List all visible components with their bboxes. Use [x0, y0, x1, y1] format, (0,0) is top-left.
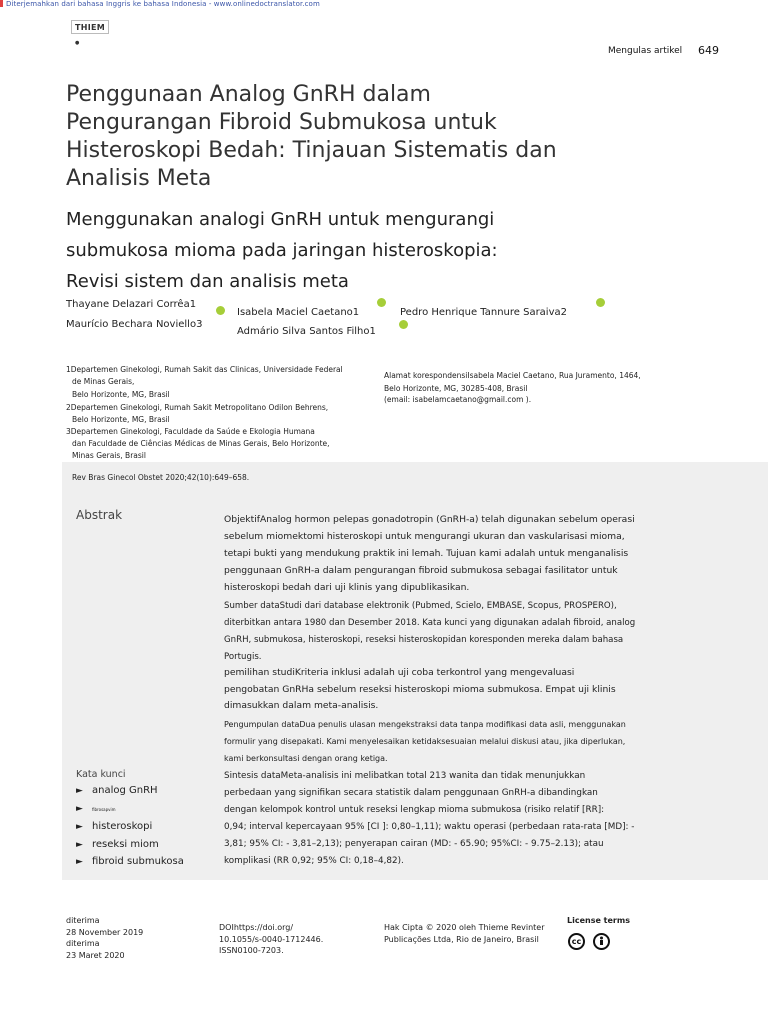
- orcid-icon[interactable]: [596, 298, 605, 307]
- article-title: Penggunaan Analog GnRH dalam Pengurangan Fibroid Submukosa untuk Histeroskopi Bedah: Tinjauan Sistematis dan Analisis Meta: [66, 82, 557, 191]
- banner-marker: [0, 0, 3, 7]
- affiliation-line: 2Departemen Ginekologi, Rumah Sakit Metropolitano Odilon Behrens,: [66, 403, 329, 412]
- attribution-icon[interactable]: [593, 933, 610, 950]
- affiliation-line: Belo Horizonte, MG, Brasil: [72, 415, 170, 424]
- correspondence-line: Belo Horizonte, MG, 30285-408, Brasil: [384, 384, 528, 393]
- keyword-item: ► reseksi miom: [76, 839, 159, 850]
- affiliation-line: Minas Gerais, Brasil: [72, 451, 146, 460]
- translation-banner[interactable]: Diterjemahkan dari bahasa Inggris ke bahasa Indonesia - www.onlinedoctranslator.com: [6, 0, 320, 8]
- author-5: Admário Silva Santos Filho1: [237, 326, 376, 337]
- received-info: diterima 28 November 2019 diterima 23 Maret 2020: [66, 916, 144, 960]
- orcid-icon[interactable]: [216, 306, 225, 315]
- page-number: 649: [698, 44, 719, 57]
- author-3: Pedro Henrique Tannure Saraiva2: [400, 307, 567, 318]
- author-2: Isabela Maciel Caetano1: [237, 307, 360, 318]
- abstract-data-sources: Sumber dataStudi dari database elektronik (Pubmed, Scielo, EMBASE, Scopus, PROSPERO), diterbitkan antara 1980 dan Desember 2018. Kata kunci yang digunakan adalah fibroid, analog GnRH, submukosa, histeroskopi, reseksi histeroskopidan koresponden mereka dalam bahasa Portugis.: [224, 601, 636, 662]
- keyword-item: ► fibrosapvim: [76, 804, 116, 814]
- affiliation-line: 3Departemen Ginekologi, Faculdade da Saúde e Ekologia Humana: [66, 427, 315, 436]
- abstract-heading: Abstrak: [76, 508, 123, 522]
- creative-commons-icon[interactable]: cc: [568, 933, 585, 950]
- orcid-icon[interactable]: [399, 320, 408, 329]
- orcid-icon[interactable]: [377, 298, 386, 307]
- copyright-info: Hak Cipta © 2020 oleh Thieme Revinter Publicações Ltda, Rio de Janeiro, Brasil: [384, 923, 545, 944]
- affiliation-line: 1Departemen Ginekologi, Rumah Sakit das Clinicas, Universidade Federal: [66, 365, 343, 374]
- correspondence-email[interactable]: (email: isabelamcaetano@gmail.com ).: [384, 395, 532, 404]
- article-subtitle: Menggunakan analogi GnRH untuk mengurangi submukosa mioma pada jaringan histeroskopia: Revisi sistem dan analisis meta: [66, 209, 498, 292]
- keyword-item: ► analog GnRH: [76, 785, 158, 796]
- abstract-data-collection: Pengumpulan dataDua penulis ulasan mengekstraksi data tanpa modifikasi data asli, menggunakan formulir yang disepakati. Kami menyelesaikan ketidaksesuaian melalui diskusi atau, jika diperlukan, kami berkonsultasi dengan orang ketiga.: [224, 720, 626, 763]
- correspondence-line: Alamat korespondensiIsabela Maciel Caetano, Rua Juramento, 1464,: [384, 371, 641, 380]
- journal-reference: Rev Bras Ginecol Obstet 2020;42(10):649–658.: [72, 473, 250, 482]
- keyword-item: ► histeroskopi: [76, 821, 153, 832]
- abstract-study-selection: pemilihan studiKriteria inklusi adalah uji coba terkontrol yang mengevaluasi pengobatan GnRHa sebelum reseksi histeroskopi mioma submukosa. Empat uji klinis dimasukkan dalam meta-analisis.: [224, 667, 616, 711]
- abstract-data-synthesis: Sintesis dataMeta-analisis ini melibatkan total 213 wanita dan tidak menunjukkan perbedaan yang signifikan secara statistik dalam penggunaan GnRH-a dibandingkan dengan kelompok kontrol untuk reseksi lengkap mioma submukosa (risiko relatif [RR]: 0,94; interval kepercayaan 95% [CI ]: 0,80–1,11); waktu operasi (perbedaan rata-rata [MD]: - 3,81; 95% CI: - 3,81–2,13); penyerapan cairan (MD: - 65.90; 95%CI: - 9.75–2.13); atau komplikasi (RR 0,92; 95% CI: 0,18–4,82).: [224, 771, 635, 866]
- doi-info[interactable]: DOIhttps://doi.org/ 10.1055/s-0040-1712446. ISSN0100-7203.: [219, 923, 324, 955]
- keywords-heading: Kata kunci: [76, 769, 126, 780]
- abstract-objective: ObjektifAnalog hormon pelepas gonadotropin (GnRH-a) telah digunakan sebelum operasi sebelum miomektomi histeroskopi untuk mengurangi ukuran dan vaskularisasi mioma, tetapi bukti yang mendukung praktik ini lemah. Tujuan kami adalah untuk menganalisis penggunaan GnRH-a dalam pengurangan fibroid submukosa sebagai fasilitator untuk histeroskopi bedah dari uji klinis yang dipublikasikan.: [224, 514, 635, 593]
- affiliation-line: dan Faculdade de Ciências Médicas de Minas Gerais, Belo Horizonte,: [72, 439, 330, 448]
- publisher-logo: THIEM ●: [71, 20, 109, 34]
- keyword-item: ► fibroid submukosa: [76, 856, 184, 867]
- license-terms-link[interactable]: License terms: [567, 916, 630, 925]
- affiliation-line: Belo Horizonte, MG, Brasil: [72, 390, 170, 399]
- affiliation-line: de Minas Gerais,: [72, 377, 135, 386]
- author-4: Maurício Bechara Noviello3: [66, 319, 203, 330]
- article-type-label: Mengulas artikel: [608, 46, 683, 56]
- author-1: Thayane Delazari Corrêa1: [66, 299, 197, 310]
